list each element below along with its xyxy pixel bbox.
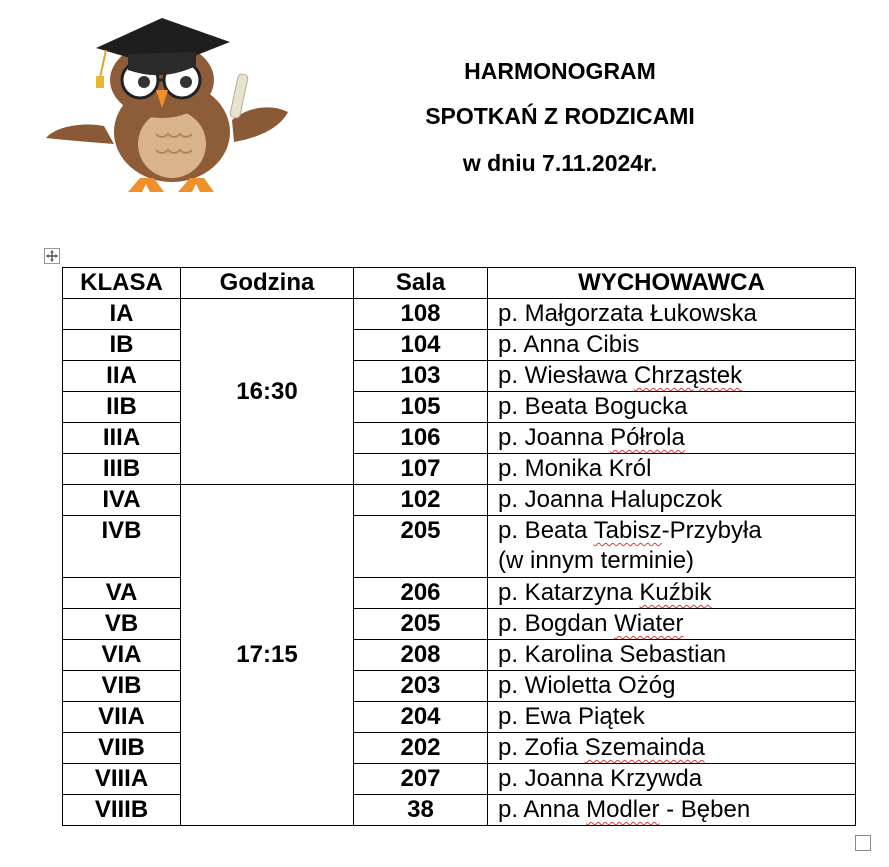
cell-klasa: IVA <box>63 485 181 516</box>
cell-sala: 207 <box>354 764 488 795</box>
name-part: p. Zofia <box>498 734 585 761</box>
schedule-table <box>62 267 856 826</box>
document-date: w dniu 7.11.2024r. <box>462 150 658 176</box>
note-text: (w innym terminie) <box>498 547 695 574</box>
cell-sala: 38 <box>354 795 488 826</box>
cell-klasa: VIIA <box>63 702 181 733</box>
cell-klasa: IA <box>63 299 181 330</box>
cell-klasa: VIIIB <box>63 795 181 826</box>
owl-graduate-illustration <box>44 8 294 200</box>
cell-wychowawca <box>488 609 856 640</box>
cell-wychowawca <box>488 733 856 764</box>
cell-godzina: 17:15 <box>181 485 354 826</box>
cell-sala: 208 <box>354 640 488 671</box>
cell-wychowawca <box>488 423 856 454</box>
spellcheck-flagged-word: Szemainda <box>584 734 705 761</box>
cell-sala: 104 <box>354 330 488 361</box>
cell-klasa: IIA <box>63 361 181 392</box>
cell-wychowawca <box>488 578 856 609</box>
cell-klasa: VIB <box>63 671 181 702</box>
cell-sala: 204 <box>354 702 488 733</box>
name-part: p. Beata <box>498 517 594 544</box>
cell-klasa: IIIB <box>63 454 181 485</box>
cell-sala: 202 <box>354 733 488 764</box>
name-part: p. Anna <box>498 796 587 823</box>
spellcheck-flagged-word: Tabisz <box>593 517 662 544</box>
cell-klasa: VIIIA <box>63 764 181 795</box>
column-header-wychowawca: WYCHOWAWCA <box>488 268 856 299</box>
name-part: p. Bogdan <box>498 610 615 637</box>
cell-sala: 105 <box>354 392 488 423</box>
resize-handle-icon[interactable] <box>855 835 871 851</box>
spellcheck-flagged-word: Modler <box>586 796 660 823</box>
name-part: p. Katarzyna <box>498 579 640 606</box>
spellcheck-flagged-word: Półrola <box>610 424 685 451</box>
cell-sala: 102 <box>354 485 488 516</box>
cell-sala: 107 <box>354 454 488 485</box>
cell-klasa: IIB <box>63 392 181 423</box>
cell-wychowawca: p. Joanna Halupczok <box>488 485 856 516</box>
document-subtitle: SPOTKAŃ Z RODZICAMI <box>425 103 695 129</box>
cell-wychowawca <box>488 795 856 826</box>
cell-wychowawca <box>488 516 856 578</box>
cell-klasa: IVB <box>63 516 181 578</box>
cell-klasa: VIA <box>63 640 181 671</box>
table-header-row <box>63 268 856 299</box>
cell-wychowawca: p. Wioletta Ożóg <box>488 671 856 702</box>
cell-sala: 203 <box>354 671 488 702</box>
cell-sala: 108 <box>354 299 488 330</box>
cell-wychowawca: p. Ewa Piątek <box>488 702 856 733</box>
cell-godzina: 16:30 <box>181 299 354 485</box>
spellcheck-flagged-word: Chrząstek <box>634 362 743 389</box>
cell-klasa: VB <box>63 609 181 640</box>
name-part: - Bęben <box>659 796 751 823</box>
cell-klasa: VIIB <box>63 733 181 764</box>
cell-wychowawca <box>488 361 856 392</box>
spellcheck-flagged-word: Wiater <box>614 610 684 637</box>
cell-wychowawca: p. Małgorzata Łukowska <box>488 299 856 330</box>
table-row <box>63 485 856 516</box>
name-part: p. Wiesława <box>498 362 635 389</box>
move-arrows-icon[interactable] <box>44 248 60 264</box>
cell-wychowawca: p. Joanna Krzywda <box>488 764 856 795</box>
cell-sala: 106 <box>354 423 488 454</box>
cell-klasa: VA <box>63 578 181 609</box>
cell-wychowawca: p. Monika Król <box>488 454 856 485</box>
cell-wychowawca: p. Beata Bogucka <box>488 392 856 423</box>
name-part: -Przybyła <box>661 517 762 544</box>
table-row <box>63 299 856 330</box>
cell-klasa: IIIA <box>63 423 181 454</box>
cell-wychowawca: p. Karolina Sebastian <box>488 640 856 671</box>
column-header-sala: Sala <box>354 268 488 299</box>
cell-wychowawca: p. Anna Cibis <box>488 330 856 361</box>
cell-sala: 205 <box>354 516 488 578</box>
name-part: p. Joanna <box>498 424 611 451</box>
column-header-klasa: KLASA <box>63 268 181 299</box>
spellcheck-flagged-word: Kuźbik <box>639 579 712 606</box>
cell-sala: 206 <box>354 578 488 609</box>
cell-sala: 205 <box>354 609 488 640</box>
cell-sala: 103 <box>354 361 488 392</box>
column-header-godzina: Godzina <box>181 268 354 299</box>
cell-klasa: IB <box>63 330 181 361</box>
document-title: HARMONOGRAM <box>464 58 656 84</box>
